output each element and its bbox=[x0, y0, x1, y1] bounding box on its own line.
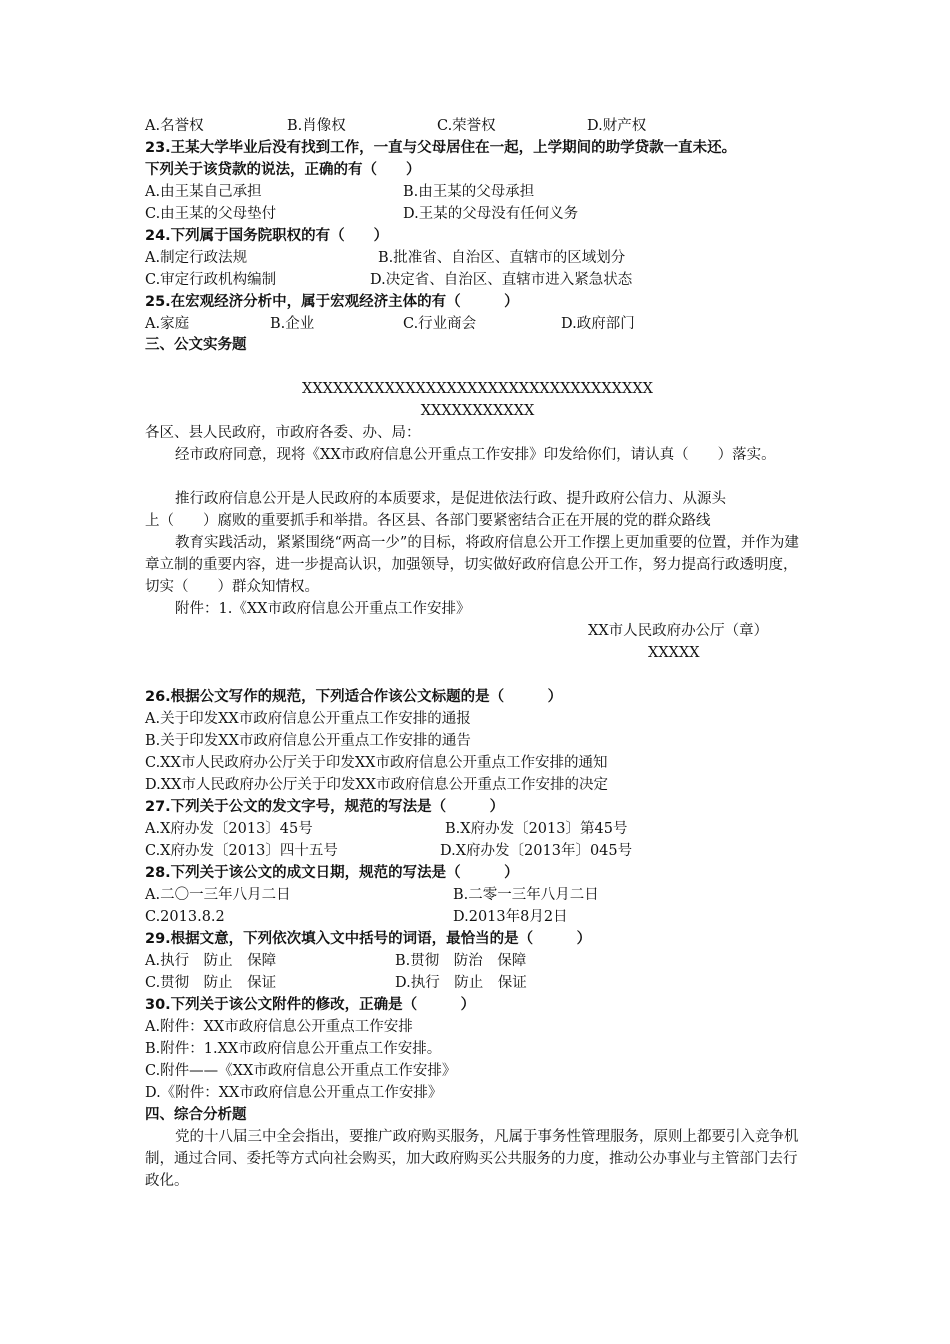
option: D.《附件：XX市政府信息公开重点工作安排》 bbox=[145, 1085, 443, 1101]
q25-options bbox=[145, 313, 635, 335]
q27-options bbox=[145, 818, 627, 840]
option: C.由王某的父母垫付 bbox=[145, 206, 277, 222]
option: A.家庭 bbox=[145, 316, 190, 332]
doc-paragraph: 经市政府同意，现将《XX市政府信息公开重点工作安排》印发给你们，请认真（ ）落实。 bbox=[175, 447, 776, 463]
option: B.企业 bbox=[270, 316, 315, 332]
option: C.荣誉权 bbox=[437, 118, 496, 134]
q24-options bbox=[145, 269, 632, 291]
option: A.名誉权 bbox=[145, 118, 204, 134]
q25-stem: 25.在宏观经济分析中，属于宏观经济主体的有（ ） bbox=[145, 294, 519, 310]
option: A.制定行政法规 bbox=[145, 250, 248, 266]
q29-stem: 29.根据文意，下列依次填入文中括号的词语，最恰当的是（ ） bbox=[145, 931, 592, 947]
option: B.肖像权 bbox=[287, 118, 346, 134]
option: D.XX市人民政府办公厅关于印发XX市政府信息公开重点工作安排的决定 bbox=[145, 777, 609, 793]
doc-recipients: 各区、县人民政府，市政府各委、办、局： bbox=[145, 425, 421, 441]
q27-stem: 27.下列关于公文的发文字号，规范的写法是（ ） bbox=[145, 799, 505, 815]
q29-options bbox=[145, 950, 526, 972]
doc-attachment: 附件：1.《XX市政府信息公开重点工作安排》 bbox=[175, 601, 471, 617]
option: B.贯彻 防治 保障 bbox=[395, 953, 527, 969]
option: C.附件——《XX市政府信息公开重点工作安排》 bbox=[145, 1063, 457, 1079]
q28-stem: 28.下列关于该公文的成文日期，规范的写法是（ ） bbox=[145, 865, 519, 881]
option: C.行业商会 bbox=[403, 316, 477, 332]
option: D.X府办发〔2013年〕045号 bbox=[440, 843, 633, 859]
option: B.二零一三年八月二日 bbox=[453, 887, 599, 903]
option: C.贯彻 防止 保证 bbox=[145, 975, 277, 991]
option: D.财产权 bbox=[587, 118, 647, 134]
doc-paragraph: 上（ ）腐败的重要抓手和举措。各区县、各部门要紧密结合正在开展的党的群众路线 bbox=[145, 513, 711, 529]
option: B.批准省、自治区、直辖市的区域划分 bbox=[378, 250, 626, 266]
q26-stem: 26.根据公文写作的规范，下列适合作该公文标题的是（ ） bbox=[145, 689, 563, 705]
option: C.2013.8.2 bbox=[145, 909, 225, 925]
q23-options bbox=[145, 203, 578, 225]
doc-paragraph: 推行政府信息公开是人民政府的本质要求，是促进依法行政、提升政府公信力、从源头 bbox=[175, 491, 726, 507]
option: D.王某的父母没有任何义务 bbox=[403, 206, 579, 222]
option: D.执行 防止 保证 bbox=[395, 975, 527, 991]
section-title: 四、综合分析题 bbox=[145, 1107, 247, 1123]
option: A.二〇一三年八月二日 bbox=[145, 887, 291, 903]
option: A.关于印发XX市政府信息公开重点工作安排的通报 bbox=[145, 711, 471, 727]
option: A.X府办发〔2013〕45号 bbox=[145, 821, 313, 837]
option: B.X府办发〔2013〕第45号 bbox=[445, 821, 628, 837]
option: C.XX市人民政府办公厅关于印发XX市政府信息公开重点工作安排的通知 bbox=[145, 755, 608, 771]
option: D.2013年8月2日 bbox=[453, 909, 568, 925]
q28-options bbox=[145, 884, 599, 906]
q23-stem: 下列关于该贷款的说法，正确的有（ ） bbox=[145, 162, 421, 178]
analysis-paragraph: 党的十八届三中全会指出，要推广政府购买服务，凡属于事务性管理服务，原则上都要引入竞争机制，通过合同、委托等方式向社会购买，加大政府购买公共服务的力度，推动公办事业与主管部门去行政化。 bbox=[145, 1129, 799, 1189]
q29-options bbox=[145, 972, 527, 994]
q22-options bbox=[145, 115, 646, 137]
option: B.由王某的父母承担 bbox=[403, 184, 535, 200]
section-title: 三、公文实务题 bbox=[145, 337, 247, 353]
option: B.附件：1.XX市政府信息公开重点工作安排。 bbox=[145, 1041, 442, 1057]
q23-options bbox=[145, 181, 534, 203]
doc-number: XXXXXXXXXXX bbox=[420, 403, 535, 419]
option: C.审定行政机构编制 bbox=[145, 272, 277, 288]
doc-title: XXXXXXXXXXXXXXXXXXXXXXXXXXXXXXXXXX bbox=[302, 381, 653, 397]
option: A.由王某自己承担 bbox=[145, 184, 262, 200]
option: A.附件：XX市政府信息公开重点工作安排 bbox=[145, 1019, 413, 1035]
q30-stem: 30.下列关于该公文附件的修改，正确是（ ） bbox=[145, 997, 476, 1013]
option: A.执行 防止 保障 bbox=[145, 953, 277, 969]
doc-issuer: XX市人民政府办公厅（章） bbox=[588, 623, 769, 639]
option: C.X府办发〔2013〕四十五号 bbox=[145, 843, 338, 859]
q24-stem: 24.下列属于国务院职权的有（ ） bbox=[145, 228, 389, 244]
q23-stem: 23.王某大学毕业后没有找到工作，一直与父母居住在一起，上学期间的助学贷款一直未还。 bbox=[145, 140, 737, 156]
doc-paragraph: 教育实践活动，紧紧围绕“两高一少”的目标，将政府信息公开工作摆上更加重要的位置，并作为建章立制的重要内容，进一步提高认识，加强领导，切实做好政府信息公开工作，努力提高行政透明度，切实（ ）群众知情权。 bbox=[145, 535, 799, 595]
q27-options bbox=[145, 840, 632, 862]
doc-date: XXXXX bbox=[648, 645, 700, 661]
q28-options bbox=[145, 906, 568, 928]
option: D.决定省、自治区、直辖市进入紧急状态 bbox=[370, 272, 633, 288]
option: D.政府部门 bbox=[561, 316, 635, 332]
q24-options bbox=[145, 247, 625, 269]
option: B.关于印发XX市政府信息公开重点工作安排的通告 bbox=[145, 733, 471, 749]
